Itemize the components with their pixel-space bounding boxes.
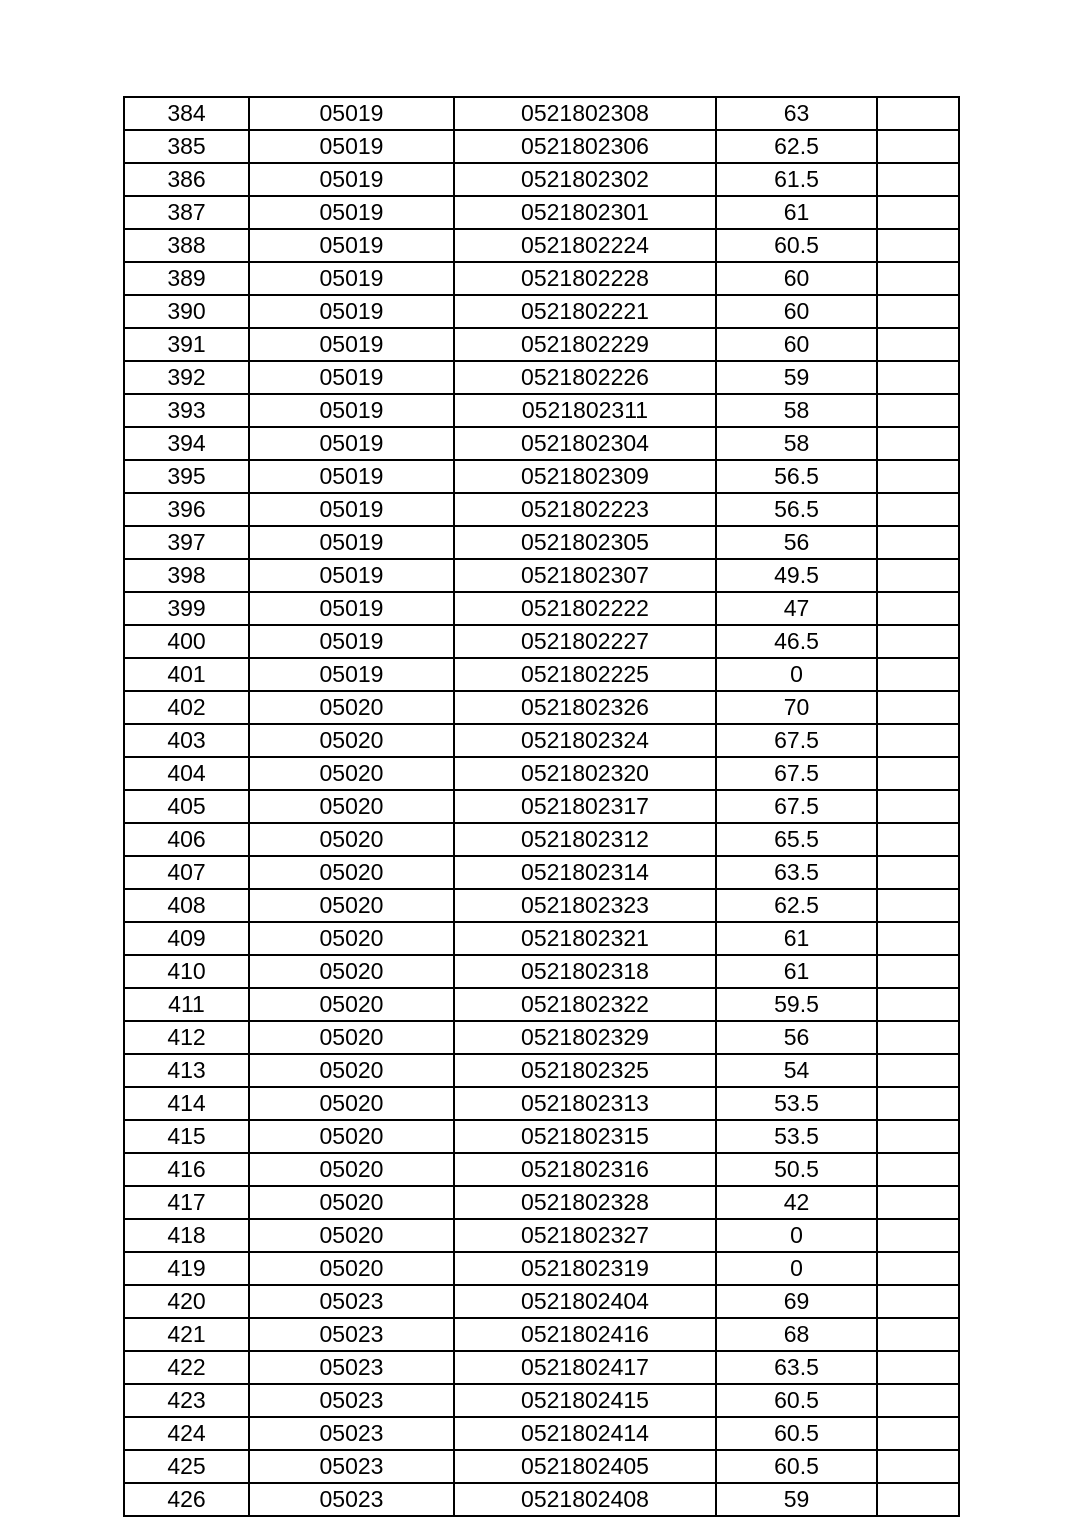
cell-score: 67.5 bbox=[716, 790, 877, 823]
cell-unit_code: 05020 bbox=[249, 889, 454, 922]
cell-note bbox=[877, 922, 959, 955]
cell-note bbox=[877, 1351, 959, 1384]
cell-note bbox=[877, 262, 959, 295]
cell-unit_code: 05023 bbox=[249, 1318, 454, 1351]
table-row bbox=[124, 856, 959, 889]
cell-candidate_id: 0521802326 bbox=[454, 691, 716, 724]
cell-note bbox=[877, 823, 959, 856]
cell-score: 58 bbox=[716, 427, 877, 460]
cell-rank: 396 bbox=[124, 493, 249, 526]
cell-rank: 399 bbox=[124, 592, 249, 625]
cell-note bbox=[877, 295, 959, 328]
cell-candidate_id: 0521802416 bbox=[454, 1318, 716, 1351]
table-row bbox=[124, 229, 959, 262]
cell-note bbox=[877, 559, 959, 592]
cell-candidate_id: 0521802324 bbox=[454, 724, 716, 757]
table-row bbox=[124, 757, 959, 790]
cell-rank: 391 bbox=[124, 328, 249, 361]
cell-candidate_id: 0521802322 bbox=[454, 988, 716, 1021]
table-row bbox=[124, 889, 959, 922]
cell-rank: 416 bbox=[124, 1153, 249, 1186]
table-row bbox=[124, 922, 959, 955]
cell-candidate_id: 0521802311 bbox=[454, 394, 716, 427]
table-row bbox=[124, 427, 959, 460]
cell-rank: 388 bbox=[124, 229, 249, 262]
cell-candidate_id: 0521802317 bbox=[454, 790, 716, 823]
cell-rank: 385 bbox=[124, 130, 249, 163]
cell-rank: 413 bbox=[124, 1054, 249, 1087]
cell-score: 61 bbox=[716, 196, 877, 229]
cell-note bbox=[877, 196, 959, 229]
table-row bbox=[124, 1186, 959, 1219]
cell-note bbox=[877, 1087, 959, 1120]
table-row bbox=[124, 1120, 959, 1153]
table-row bbox=[124, 163, 959, 196]
cell-unit_code: 05020 bbox=[249, 724, 454, 757]
table-row bbox=[124, 1087, 959, 1120]
cell-note bbox=[877, 790, 959, 823]
score-table-body bbox=[124, 97, 959, 1516]
cell-rank: 398 bbox=[124, 559, 249, 592]
cell-candidate_id: 0521802313 bbox=[454, 1087, 716, 1120]
cell-unit_code: 05019 bbox=[249, 625, 454, 658]
table-row bbox=[124, 823, 959, 856]
cell-unit_code: 05019 bbox=[249, 163, 454, 196]
cell-rank: 424 bbox=[124, 1417, 249, 1450]
table-row bbox=[124, 988, 959, 1021]
cell-score: 62.5 bbox=[716, 889, 877, 922]
cell-note bbox=[877, 1384, 959, 1417]
cell-rank: 392 bbox=[124, 361, 249, 394]
cell-note bbox=[877, 361, 959, 394]
cell-score: 53.5 bbox=[716, 1087, 877, 1120]
cell-score: 67.5 bbox=[716, 724, 877, 757]
table-row bbox=[124, 1384, 959, 1417]
cell-score: 61 bbox=[716, 922, 877, 955]
cell-rank: 403 bbox=[124, 724, 249, 757]
cell-unit_code: 05020 bbox=[249, 823, 454, 856]
cell-note bbox=[877, 1186, 959, 1219]
cell-score: 61 bbox=[716, 955, 877, 988]
cell-note bbox=[877, 394, 959, 427]
table-row bbox=[124, 691, 959, 724]
cell-note bbox=[877, 988, 959, 1021]
cell-unit_code: 05023 bbox=[249, 1285, 454, 1318]
table-row bbox=[124, 1351, 959, 1384]
cell-note bbox=[877, 724, 959, 757]
cell-unit_code: 05019 bbox=[249, 130, 454, 163]
cell-rank: 420 bbox=[124, 1285, 249, 1318]
cell-candidate_id: 0521802304 bbox=[454, 427, 716, 460]
cell-score: 63.5 bbox=[716, 856, 877, 889]
cell-unit_code: 05019 bbox=[249, 460, 454, 493]
cell-unit_code: 05020 bbox=[249, 1153, 454, 1186]
cell-note bbox=[877, 592, 959, 625]
cell-candidate_id: 0521802323 bbox=[454, 889, 716, 922]
cell-score: 59 bbox=[716, 1483, 877, 1516]
table-row bbox=[124, 361, 959, 394]
cell-rank: 418 bbox=[124, 1219, 249, 1252]
cell-candidate_id: 0521802301 bbox=[454, 196, 716, 229]
cell-score: 0 bbox=[716, 658, 877, 691]
cell-candidate_id: 0521802319 bbox=[454, 1252, 716, 1285]
cell-candidate_id: 0521802321 bbox=[454, 922, 716, 955]
cell-note bbox=[877, 757, 959, 790]
cell-unit_code: 05020 bbox=[249, 988, 454, 1021]
cell-candidate_id: 0521802302 bbox=[454, 163, 716, 196]
cell-score: 50.5 bbox=[716, 1153, 877, 1186]
cell-candidate_id: 0521802405 bbox=[454, 1450, 716, 1483]
cell-unit_code: 05020 bbox=[249, 790, 454, 823]
cell-note bbox=[877, 1417, 959, 1450]
cell-unit_code: 05019 bbox=[249, 196, 454, 229]
cell-unit_code: 05020 bbox=[249, 1054, 454, 1087]
cell-candidate_id: 0521802404 bbox=[454, 1285, 716, 1318]
cell-score: 46.5 bbox=[716, 625, 877, 658]
cell-candidate_id: 0521802320 bbox=[454, 757, 716, 790]
cell-score: 56 bbox=[716, 1021, 877, 1054]
cell-note bbox=[877, 889, 959, 922]
cell-rank: 409 bbox=[124, 922, 249, 955]
cell-unit_code: 05019 bbox=[249, 229, 454, 262]
cell-score: 0 bbox=[716, 1219, 877, 1252]
cell-score: 60 bbox=[716, 295, 877, 328]
cell-note bbox=[877, 1021, 959, 1054]
cell-note bbox=[877, 460, 959, 493]
cell-score: 0 bbox=[716, 1252, 877, 1285]
cell-unit_code: 05020 bbox=[249, 1252, 454, 1285]
cell-rank: 386 bbox=[124, 163, 249, 196]
cell-candidate_id: 0521802417 bbox=[454, 1351, 716, 1384]
cell-score: 47 bbox=[716, 592, 877, 625]
cell-candidate_id: 0521802225 bbox=[454, 658, 716, 691]
cell-note bbox=[877, 97, 959, 130]
cell-note bbox=[877, 1285, 959, 1318]
cell-note bbox=[877, 1120, 959, 1153]
cell-score: 54 bbox=[716, 1054, 877, 1087]
table-row bbox=[124, 493, 959, 526]
cell-candidate_id: 0521802415 bbox=[454, 1384, 716, 1417]
cell-candidate_id: 0521802227 bbox=[454, 625, 716, 658]
cell-unit_code: 05019 bbox=[249, 97, 454, 130]
cell-note bbox=[877, 625, 959, 658]
table-row bbox=[124, 592, 959, 625]
cell-note bbox=[877, 1483, 959, 1516]
cell-rank: 394 bbox=[124, 427, 249, 460]
cell-unit_code: 05019 bbox=[249, 328, 454, 361]
cell-unit_code: 05019 bbox=[249, 295, 454, 328]
table-row bbox=[124, 526, 959, 559]
cell-candidate_id: 0521802308 bbox=[454, 97, 716, 130]
cell-rank: 408 bbox=[124, 889, 249, 922]
cell-score: 67.5 bbox=[716, 757, 877, 790]
cell-candidate_id: 0521802307 bbox=[454, 559, 716, 592]
cell-unit_code: 05019 bbox=[249, 262, 454, 295]
cell-note bbox=[877, 1252, 959, 1285]
cell-note bbox=[877, 427, 959, 460]
table-row bbox=[124, 790, 959, 823]
cell-rank: 417 bbox=[124, 1186, 249, 1219]
cell-candidate_id: 0521802309 bbox=[454, 460, 716, 493]
cell-candidate_id: 0521802221 bbox=[454, 295, 716, 328]
cell-score: 49.5 bbox=[716, 559, 877, 592]
cell-score: 60.5 bbox=[716, 1450, 877, 1483]
cell-unit_code: 05019 bbox=[249, 658, 454, 691]
cell-rank: 384 bbox=[124, 97, 249, 130]
cell-score: 56.5 bbox=[716, 460, 877, 493]
cell-score: 60.5 bbox=[716, 1384, 877, 1417]
cell-unit_code: 05020 bbox=[249, 691, 454, 724]
cell-rank: 389 bbox=[124, 262, 249, 295]
cell-unit_code: 05019 bbox=[249, 592, 454, 625]
table-row bbox=[124, 295, 959, 328]
cell-unit_code: 05020 bbox=[249, 757, 454, 790]
cell-unit_code: 05019 bbox=[249, 427, 454, 460]
cell-rank: 422 bbox=[124, 1351, 249, 1384]
cell-rank: 406 bbox=[124, 823, 249, 856]
table-row bbox=[124, 724, 959, 757]
cell-unit_code: 05020 bbox=[249, 1021, 454, 1054]
cell-rank: 412 bbox=[124, 1021, 249, 1054]
cell-score: 70 bbox=[716, 691, 877, 724]
cell-note bbox=[877, 130, 959, 163]
cell-score: 42 bbox=[716, 1186, 877, 1219]
cell-rank: 407 bbox=[124, 856, 249, 889]
cell-rank: 400 bbox=[124, 625, 249, 658]
cell-rank: 411 bbox=[124, 988, 249, 1021]
cell-note bbox=[877, 229, 959, 262]
cell-candidate_id: 0521802325 bbox=[454, 1054, 716, 1087]
cell-score: 60.5 bbox=[716, 229, 877, 262]
cell-candidate_id: 0521802312 bbox=[454, 823, 716, 856]
cell-unit_code: 05023 bbox=[249, 1450, 454, 1483]
cell-rank: 415 bbox=[124, 1120, 249, 1153]
cell-rank: 395 bbox=[124, 460, 249, 493]
cell-candidate_id: 0521802315 bbox=[454, 1120, 716, 1153]
cell-candidate_id: 0521802327 bbox=[454, 1219, 716, 1252]
cell-note bbox=[877, 955, 959, 988]
cell-note bbox=[877, 526, 959, 559]
cell-candidate_id: 0521802223 bbox=[454, 493, 716, 526]
table-row bbox=[124, 658, 959, 691]
cell-score: 56 bbox=[716, 526, 877, 559]
cell-candidate_id: 0521802408 bbox=[454, 1483, 716, 1516]
cell-rank: 419 bbox=[124, 1252, 249, 1285]
table-row bbox=[124, 460, 959, 493]
cell-unit_code: 05023 bbox=[249, 1384, 454, 1417]
table-row bbox=[124, 130, 959, 163]
cell-unit_code: 05019 bbox=[249, 394, 454, 427]
cell-unit_code: 05020 bbox=[249, 1219, 454, 1252]
cell-candidate_id: 0521802224 bbox=[454, 229, 716, 262]
table-row bbox=[124, 97, 959, 130]
cell-rank: 410 bbox=[124, 955, 249, 988]
score-table-container bbox=[123, 96, 958, 1517]
cell-unit_code: 05020 bbox=[249, 922, 454, 955]
table-row bbox=[124, 1021, 959, 1054]
cell-score: 60 bbox=[716, 328, 877, 361]
cell-candidate_id: 0521802222 bbox=[454, 592, 716, 625]
cell-note bbox=[877, 1450, 959, 1483]
table-row bbox=[124, 1219, 959, 1252]
table-row bbox=[124, 1450, 959, 1483]
table-row bbox=[124, 955, 959, 988]
cell-unit_code: 05020 bbox=[249, 1087, 454, 1120]
cell-candidate_id: 0521802229 bbox=[454, 328, 716, 361]
table-row bbox=[124, 1417, 959, 1450]
cell-note bbox=[877, 658, 959, 691]
cell-unit_code: 05023 bbox=[249, 1483, 454, 1516]
table-row bbox=[124, 1483, 959, 1516]
cell-candidate_id: 0521802328 bbox=[454, 1186, 716, 1219]
cell-rank: 421 bbox=[124, 1318, 249, 1351]
table-row bbox=[124, 328, 959, 361]
score-table bbox=[123, 96, 960, 1517]
cell-unit_code: 05019 bbox=[249, 493, 454, 526]
cell-score: 65.5 bbox=[716, 823, 877, 856]
cell-candidate_id: 0521802318 bbox=[454, 955, 716, 988]
cell-note bbox=[877, 691, 959, 724]
cell-rank: 425 bbox=[124, 1450, 249, 1483]
cell-score: 60 bbox=[716, 262, 877, 295]
cell-rank: 426 bbox=[124, 1483, 249, 1516]
cell-unit_code: 05023 bbox=[249, 1351, 454, 1384]
cell-rank: 414 bbox=[124, 1087, 249, 1120]
cell-score: 60.5 bbox=[716, 1417, 877, 1450]
cell-note bbox=[877, 1054, 959, 1087]
cell-note bbox=[877, 1153, 959, 1186]
cell-rank: 397 bbox=[124, 526, 249, 559]
cell-rank: 404 bbox=[124, 757, 249, 790]
cell-score: 53.5 bbox=[716, 1120, 877, 1153]
cell-score: 68 bbox=[716, 1318, 877, 1351]
cell-candidate_id: 0521802314 bbox=[454, 856, 716, 889]
cell-candidate_id: 0521802306 bbox=[454, 130, 716, 163]
cell-score: 59 bbox=[716, 361, 877, 394]
table-row bbox=[124, 262, 959, 295]
table-row bbox=[124, 559, 959, 592]
table-row bbox=[124, 1252, 959, 1285]
table-row bbox=[124, 196, 959, 229]
cell-note bbox=[877, 856, 959, 889]
table-row bbox=[124, 625, 959, 658]
cell-score: 63 bbox=[716, 97, 877, 130]
cell-rank: 387 bbox=[124, 196, 249, 229]
table-row bbox=[124, 1285, 959, 1318]
table-row bbox=[124, 1318, 959, 1351]
cell-unit_code: 05020 bbox=[249, 856, 454, 889]
cell-score: 56.5 bbox=[716, 493, 877, 526]
cell-note bbox=[877, 1219, 959, 1252]
cell-score: 58 bbox=[716, 394, 877, 427]
cell-score: 61.5 bbox=[716, 163, 877, 196]
cell-unit_code: 05019 bbox=[249, 559, 454, 592]
cell-score: 63.5 bbox=[716, 1351, 877, 1384]
cell-note bbox=[877, 493, 959, 526]
cell-rank: 405 bbox=[124, 790, 249, 823]
cell-rank: 401 bbox=[124, 658, 249, 691]
cell-note bbox=[877, 1318, 959, 1351]
cell-score: 62.5 bbox=[716, 130, 877, 163]
cell-rank: 423 bbox=[124, 1384, 249, 1417]
table-row bbox=[124, 394, 959, 427]
cell-candidate_id: 0521802414 bbox=[454, 1417, 716, 1450]
cell-rank: 402 bbox=[124, 691, 249, 724]
cell-unit_code: 05020 bbox=[249, 955, 454, 988]
cell-unit_code: 05023 bbox=[249, 1417, 454, 1450]
cell-candidate_id: 0521802316 bbox=[454, 1153, 716, 1186]
cell-rank: 393 bbox=[124, 394, 249, 427]
cell-score: 59.5 bbox=[716, 988, 877, 1021]
cell-unit_code: 05019 bbox=[249, 526, 454, 559]
cell-candidate_id: 0521802226 bbox=[454, 361, 716, 394]
table-row bbox=[124, 1054, 959, 1087]
cell-rank: 390 bbox=[124, 295, 249, 328]
cell-candidate_id: 0521802329 bbox=[454, 1021, 716, 1054]
cell-score: 69 bbox=[716, 1285, 877, 1318]
cell-unit_code: 05020 bbox=[249, 1186, 454, 1219]
cell-note bbox=[877, 328, 959, 361]
cell-unit_code: 05020 bbox=[249, 1120, 454, 1153]
cell-note bbox=[877, 163, 959, 196]
table-row bbox=[124, 1153, 959, 1186]
cell-candidate_id: 0521802305 bbox=[454, 526, 716, 559]
cell-unit_code: 05019 bbox=[249, 361, 454, 394]
cell-candidate_id: 0521802228 bbox=[454, 262, 716, 295]
